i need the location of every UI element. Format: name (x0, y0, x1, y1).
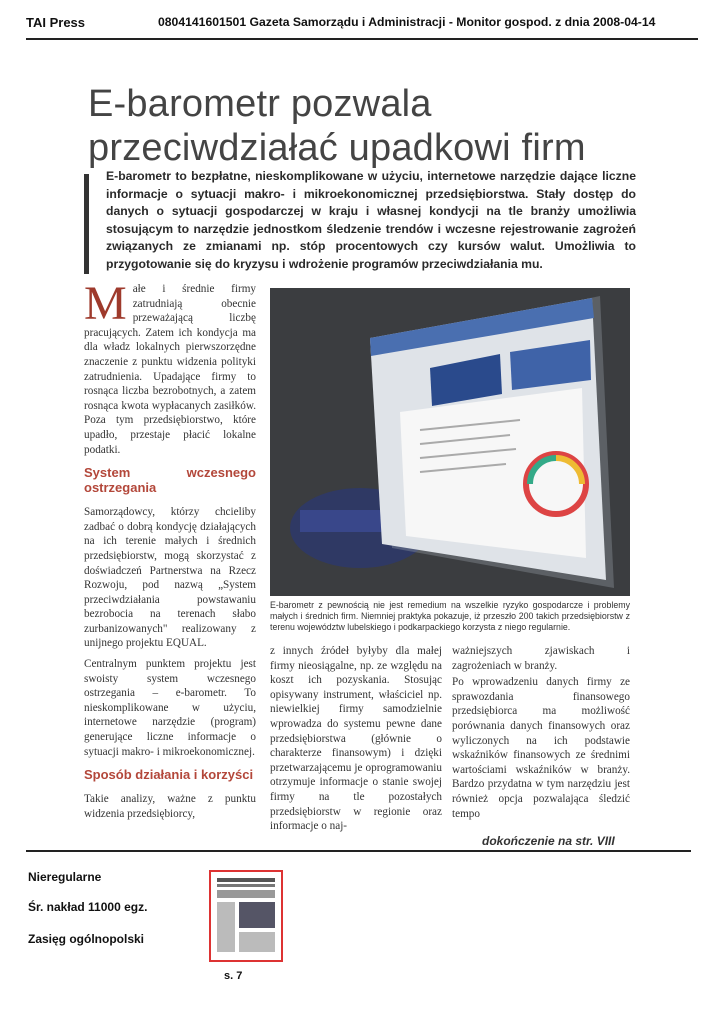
subheading: Sposób działania i korzyści (84, 767, 254, 783)
paragraph: ważniejszych zjawiskach i zagrożeniach w branży. (452, 645, 630, 672)
paragraph: z innych źródeł byłyby dla małej firmy nieosiągalne, np. ze względu na koszt ich pozyskania. Stosując opisywany instrument, właściciel np. niewielkiej firmy samodzielnie wprowadza do systemu pewne dane przedsiębiorstwa (głównie o charakterze finansowym) i dzięki przetwarzającemu je oprogramowaniu otrzymuje informacje o stanie swojej firmy na tle pozostałych przedsiębiorstw w regionie oraz informacje o naj- (270, 645, 442, 833)
article-title (88, 82, 636, 170)
continued-note: dokończenie na str. VIII (482, 834, 615, 848)
footer-divider (26, 850, 691, 852)
page-header (0, 0, 724, 40)
screenshot-illustration (270, 288, 630, 596)
paragraph: Po wprowadzeniu danych firmy ze sprawozdania finansowego przedsiębiorca ma możliwość porównania danych finansowych oraz wyliczonych na ich podstawie wskaźników finansowych ze średnimi wartościami wskaźników w branży. Bardzo przydatna w tym narzędziu jest również opcja pozwalająca śledzić tempo (452, 676, 630, 820)
drop-cap: M (84, 277, 127, 330)
article (76, 76, 636, 856)
publication-meta: 0804141601501 Gazeta Samorządu i Administracji - Monitor gospod. z dnia 2008-04-14 (158, 15, 656, 29)
column-1 (84, 277, 256, 827)
column-3 (452, 644, 630, 823)
title-line-2: przeciwdziałać upadkowi firm (88, 127, 586, 169)
article-photo (270, 288, 630, 596)
article-lead: E-barometr to bezpłatne, nieskomplikowane w użyciu, internetowe narzędzie dające liczne informacje o sytuacji makro- i mikroekonomicznej przedsiębiorstwa. Stały dostęp do danych o sytuacji gospodarczej w kraju i własnej kondycji na tle branży umożliwia stosującym to narzędzie jednostkom śledzenie trendów i wczesne rejestrowanie zagrożeń związanych ze zmianami np. stóp procentowych czy kursów walut. Umożliwia to przygotowanie się do kryzysu i wdrożenie programów przeciwdziałania mu. (106, 169, 636, 271)
page-thumbnail (209, 870, 283, 962)
paragraph: Takie analizy, ważne z punktu widzenia przedsiębiorcy, (84, 793, 256, 820)
paragraph: Samorządowcy, którzy chcieliby zadbać o dobrą kondycję działających na ich terenie małych i średnich przedsiębiorstw, mogą skorzystać z doświadczeń Partnerstwa na Rzecz Rozwoju, pod nazwą „System przeciwdziałania powstawaniu bezrobocia na terenach słabo zurbanizowanych" realizowany z unijnego projektu EQUAL. (84, 506, 256, 650)
frequency-label: Nieregularne (28, 870, 102, 884)
header-divider (26, 38, 698, 40)
paragraph: Centralnym punktem projektu jest swoisty system wczesnego ostrzegania – e-barometr. To nieskomplikowane w użyciu, internetowe narzędzie (program) generujące liczne informacje o sytuacji makro- i mikroekonomicznej. (84, 658, 256, 758)
column-2 (270, 644, 442, 836)
lead-bar (84, 174, 89, 274)
paragraph-text: ałe i średnie firmy zatrudniają obecnie przeważającą liczbę pracujących. Zatem ich kondycja ma dla władz lokalnych pierwszorzędne znaczenie z punktu widzenia polityki zatrudnienia. Upadające firmy to rosnąca liczba bezrobotnych, a zatem rosnąca kwota wypłacanych zasiłków. Poza tym przedsiębiorstwo, które upadło, przestaje płacić lokalne podatki. (84, 283, 256, 456)
thumbnail-icon (211, 872, 281, 960)
source-label: TAI Press (26, 15, 86, 30)
subheading: System wczesnego ostrzegania (84, 465, 256, 496)
paragraph (84, 277, 256, 457)
range-label: Zasięg ogólnopolski (28, 932, 145, 946)
title-line-1: E-barometr pozwala (88, 83, 432, 125)
page-number: s. 7 (224, 970, 243, 982)
photo-caption: E-barometr z pewnością nie jest remedium na wszelkie ryzyko gospodarcze i problemy małych i średnich firm. Niemniej praktyka pokazuje, iż przeszło 200 takich przedsiębiorstw z terenu województw lubelskiego i podkarpackiego korzysta z niego regularnie. (270, 600, 630, 632)
circulation-label: Śr. nakład 11000 egz. (28, 900, 148, 914)
